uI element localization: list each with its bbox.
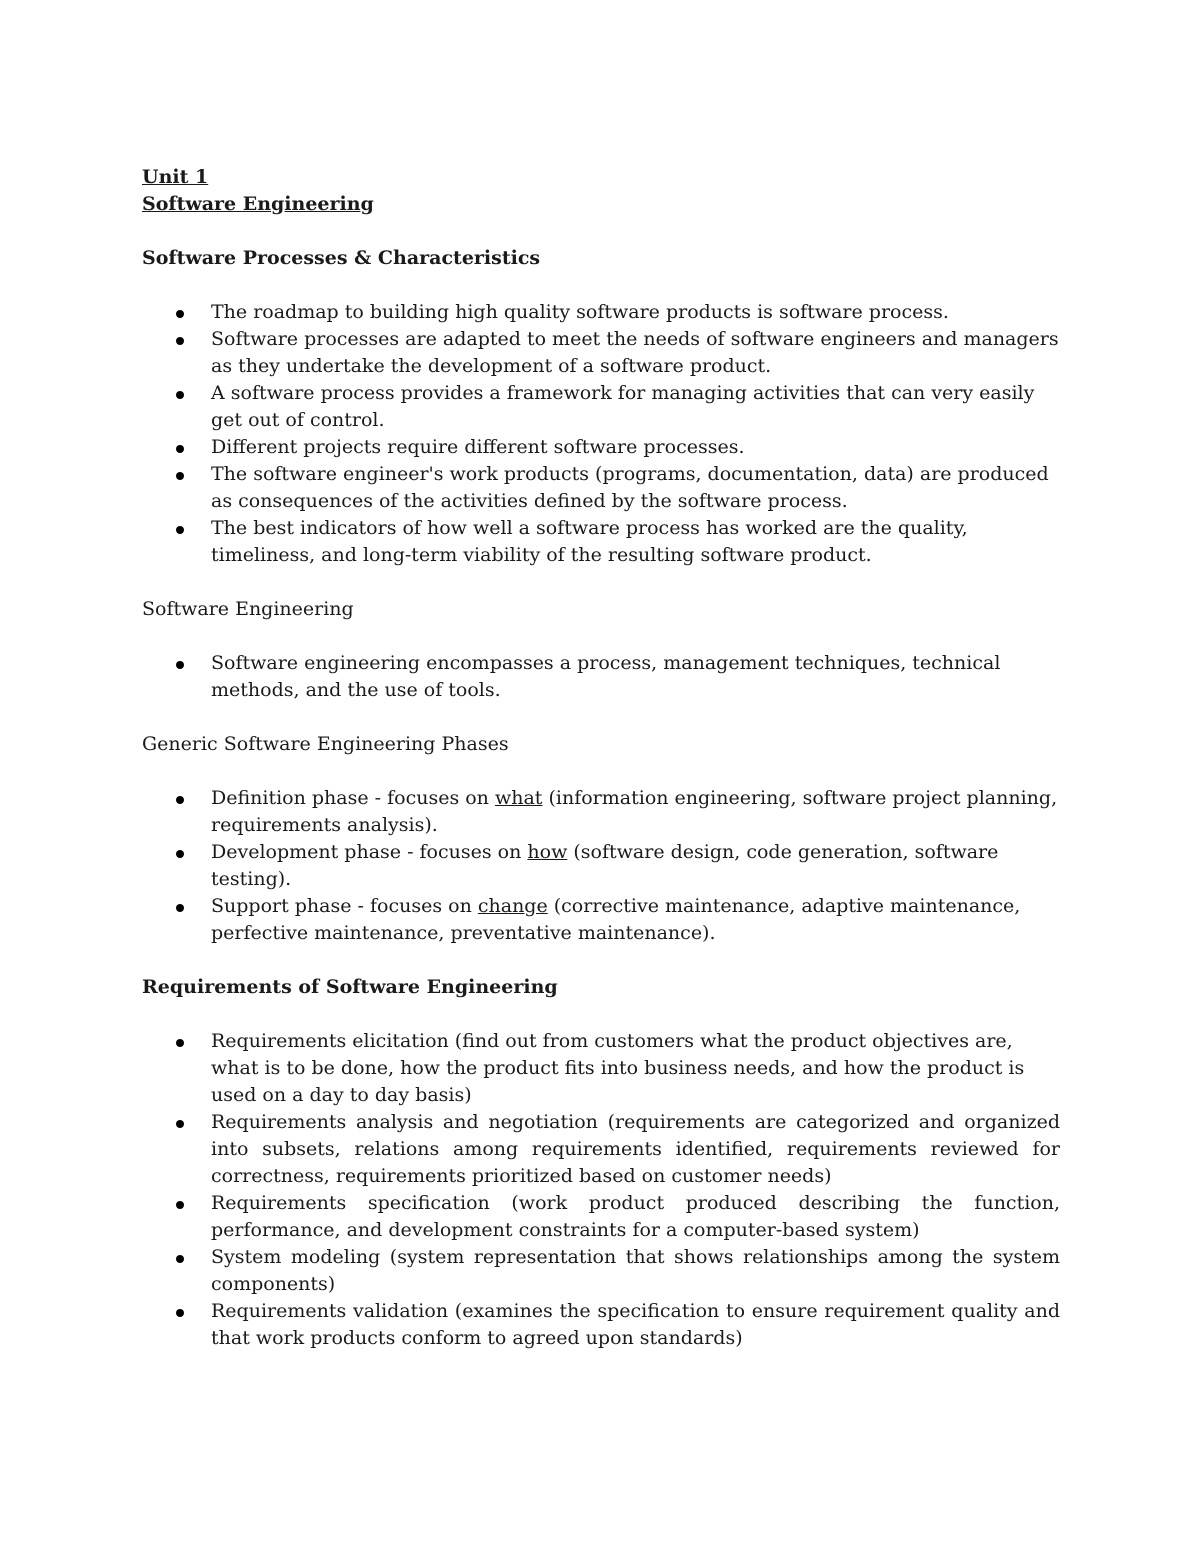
bullet-icon <box>176 661 184 669</box>
bullet-icon <box>176 850 184 858</box>
list-item: Requirements elicitation (find out from customers what the product objectives are, what is to be done, how the product fits into business needs, and how the product is used on a day to day basis) <box>142 1028 1060 1109</box>
unit-title: Unit 1 <box>142 166 209 188</box>
document-title: Software Engineering <box>142 193 374 215</box>
phase-keyword: what <box>494 787 543 809</box>
list-item: Software engineering encompasses a process, management techniques, technical methods, and the use of tools. <box>142 650 1060 704</box>
bullet-icon <box>176 526 184 534</box>
document-page <box>142 164 1060 1352</box>
bullet-icon <box>176 391 184 399</box>
section-heading-phases: Generic Software Engineering Phases <box>142 733 509 755</box>
bullet-icon <box>176 1255 184 1263</box>
bullet-icon <box>176 337 184 345</box>
section-heading-processes: Software Processes & Characteristics <box>142 247 541 269</box>
requirements-list <box>142 1028 1060 1352</box>
list-item: Definition phase - focuses on what (information engineering, software project planning, requirements analysis). <box>142 785 1060 839</box>
list-item: Software processes are adapted to meet the needs of software engineers and managers as they undertake the development of a software product. <box>142 326 1060 380</box>
bullet-icon <box>176 1120 184 1128</box>
list-item: System modeling (system representation that shows relationships among the system components) <box>142 1244 1060 1298</box>
bullet-icon <box>176 1039 184 1047</box>
list-item: The best indicators of how well a software process has worked are the quality, timeliness, and long-term viability of the resulting software product. <box>142 515 1060 569</box>
phase-keyword: change <box>477 895 548 917</box>
list-item: Support phase - focuses on change (corrective maintenance, adaptive maintenance, perfective maintenance, preventative maintenance). <box>142 893 1060 947</box>
list-item: Requirements analysis and negotiation (requirements are categorized and organized into subsets, relations among requirements identified, requirements reviewed for correctness, requirements prioritized based on customer needs) <box>142 1109 1060 1190</box>
section-heading-software-engineering: Software Engineering <box>142 598 354 620</box>
bullet-icon <box>176 904 184 912</box>
list-item: The roadmap to building high quality software products is software process. <box>142 299 1060 326</box>
bullet-icon <box>176 310 184 318</box>
bullet-icon <box>176 445 184 453</box>
list-item: Different projects require different software processes. <box>142 434 1060 461</box>
list-item: The software engineer's work products (programs, documentation, data) are produced as consequences of the activities defined by the software process. <box>142 461 1060 515</box>
phase-keyword: how <box>527 841 568 863</box>
phases-list <box>142 785 1060 947</box>
processes-list <box>142 299 1060 569</box>
section-heading-requirements: Requirements of Software Engineering <box>142 976 558 998</box>
bullet-icon <box>176 1201 184 1209</box>
bullet-icon <box>176 472 184 480</box>
list-item: Requirements validation (examines the specification to ensure requirement quality and that work products conform to agreed upon standards) <box>142 1298 1060 1352</box>
list-item: A software process provides a framework for managing activities that can very easily get out of control. <box>142 380 1060 434</box>
software-engineering-list <box>142 650 1060 704</box>
bullet-icon <box>176 796 184 804</box>
list-item: Development phase - focuses on how (software design, code generation, software testing). <box>142 839 1060 893</box>
bullet-icon <box>176 1309 184 1317</box>
list-item: Requirements specification (work product produced describing the function, performance, and development constraints for a computer-based system) <box>142 1190 1060 1244</box>
